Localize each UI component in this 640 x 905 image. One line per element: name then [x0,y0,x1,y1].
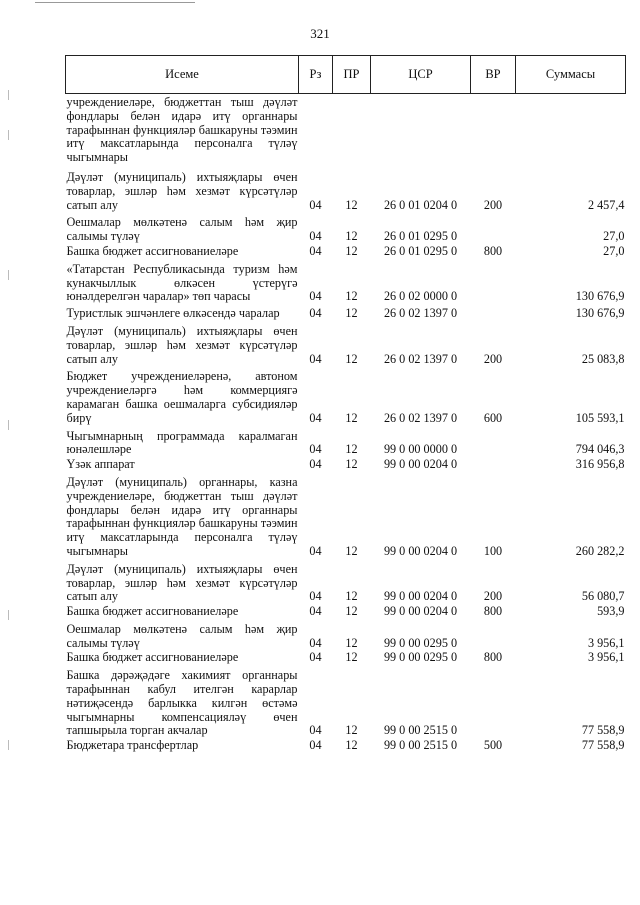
table-row [66,604,626,619]
table-row [66,259,626,304]
row-vr [471,259,516,304]
row-name: Оешмалар мөлкәтенә салым һәм җир салымы түләү [66,621,298,650]
row-vr [471,94,516,165]
row-pr: 12 [345,457,358,472]
header-pr: ПР [333,56,371,94]
row-csr: 99 0 00 0204 0 [383,457,458,472]
row-vr [471,619,516,651]
row-pr: 12 [345,650,358,665]
row-sum: 25 083,8 [581,351,625,366]
table-row [66,472,626,559]
table-row [66,94,626,165]
row-vr: 800 [483,604,503,619]
row-vr [471,212,516,244]
row-pr: 12 [345,635,358,650]
row-sum: 316 956,8 [575,457,625,472]
row-rz: 04 [309,543,322,558]
row-vr: 600 [483,410,503,425]
row-vr: 500 [483,738,503,753]
row-rz: 04 [309,229,322,244]
row-csr: 26 0 01 0295 0 [383,229,458,244]
row-pr: 12 [345,289,358,304]
row-name: Дәүләт (муниципаль) ихтыяҗлары өчен товарлар, эшләр һәм хезмәт күрсәтүләр сатып алу [66,169,298,212]
row-sum: 27,0 [603,229,625,244]
header-csr: ЦСР [371,56,471,94]
row-rz: 04 [309,306,322,321]
row-csr: 26 0 01 0204 0 [383,197,458,212]
row-name: Оешмалар мөлкәтенә салым һәм җир салымы түләү [66,215,298,244]
row-rz: 04 [309,635,322,650]
row-sum: 2 457,4 [587,197,625,212]
row-csr: 99 0 00 0204 0 [383,604,458,619]
row-pr: 12 [345,738,358,753]
row-csr: 26 0 02 1397 0 [383,351,458,366]
row-pr: 12 [345,229,358,244]
row-sum: 593,9 [597,604,625,619]
row-pr: 12 [345,197,358,212]
header-vr: ВР [471,56,516,94]
header-sum: Суммасы [516,56,626,94]
table-header-row [66,56,626,94]
row-sum: 27,0 [603,243,625,258]
row-pr: 12 [345,306,358,321]
row-pr: 12 [345,351,358,366]
row-pr: 12 [345,604,358,619]
row-name: Башка бюджет ассигнованиеләре [66,650,239,665]
row-rz: 04 [309,410,322,425]
row-name: учреждениеләре, бюджеттан тыш дәүләт фондлары белән идарә итү органнары тарафыннан функцияләр башкаруны тәэмин итү максатларында персоналга түләү чыгымнары [66,95,298,165]
row-name: Бюджет учреждениеләренә, автоном учреждениеләргә һәм коммерциягә карамаган башка оешмаларга субсидияләр бирү [66,369,298,425]
binding-marks [8,90,11,790]
row-name: «Татарстан Республикасында туризм һәм кунакчыллык өлкәсен үстерүгә юнәлдерелгән чаралар» төп чарасы [66,261,298,304]
row-rz: 04 [309,442,322,457]
row-pr: 12 [345,243,358,258]
row-vr: 200 [483,351,503,366]
table-row [66,457,626,472]
row-pr: 12 [345,410,358,425]
row-pr: 12 [345,589,358,604]
row-csr: 99 0 00 0295 0 [383,635,458,650]
row-name: Башка бюджет ассигнованиеләре [66,243,239,258]
table-row [66,165,626,212]
row-csr: 99 0 00 2515 0 [383,738,458,753]
row-rz: 04 [309,457,322,472]
row-rz: 04 [309,604,322,619]
table-row [66,212,626,244]
row-vr: 200 [483,197,503,212]
table-row [66,304,626,321]
row-name: Башка дәрәҗәдәге хакимият органнары тарафыннан кабул ителгән карарлар нәтиҗәсендә барлыкка килгән өстәмә чыгымнарны компенсацияләү өчен тапшырыла торган акчалар [66,668,298,738]
row-vr [471,426,516,458]
row-rz: 04 [309,738,322,753]
table-row [66,650,626,665]
row-rz [299,94,333,165]
row-vr [471,665,516,738]
row-sum: 77 558,9 [581,723,625,738]
row-sum: 3 956,1 [587,635,625,650]
table-row [66,665,626,738]
row-csr: 26 0 02 1397 0 [383,306,458,321]
header-name: Исеме [66,56,299,94]
row-vr [471,304,516,321]
table-row [66,738,626,753]
row-pr: 12 [345,723,358,738]
table-row [66,426,626,458]
row-name: Дәүләт (муниципаль) ихтыяҗлары өчен товарлар, эшләр һәм хезмәт күрсәтүләр сатып алу [66,561,298,604]
row-rz: 04 [309,589,322,604]
row-name: Чыгымнарның программада каралмаган юнәлешләре [66,428,298,457]
row-vr: 800 [483,243,503,258]
row-sum: 130 676,9 [575,289,625,304]
budget-table [65,55,626,753]
row-sum: 77 558,9 [581,738,625,753]
row-name: Туристлык эшчәнлеге өлкәсендә чаралар [66,306,280,321]
row-csr [371,94,471,165]
row-csr: 99 0 00 0295 0 [383,650,458,665]
row-name: Дәүләт (муниципаль) ихтыяҗлары өчен товарлар, эшләр һәм хезмәт күрсәтүләр сатып алу [66,323,298,366]
row-pr [333,94,371,165]
table-row [66,366,626,425]
row-rz: 04 [309,243,322,258]
row-pr: 12 [345,442,358,457]
row-csr: 26 0 01 0295 0 [383,243,458,258]
row-sum: 56 080,7 [581,589,625,604]
row-name: Башка бюджет ассигнованиеләре [66,604,239,619]
table-row [66,321,626,366]
header-rz: Рз [299,56,333,94]
table-row [66,619,626,651]
row-sum: 105 593,1 [575,410,625,425]
row-csr: 99 0 00 0000 0 [383,442,458,457]
row-sum [516,94,626,165]
table-row [66,559,626,604]
page-number: 321 [310,26,330,41]
row-csr: 99 0 00 2515 0 [383,723,458,738]
row-csr: 26 0 02 0000 0 [383,289,458,304]
row-rz: 04 [309,650,322,665]
row-sum: 3 956,1 [587,650,625,665]
row-rz: 04 [309,289,322,304]
row-csr: 99 0 00 0204 0 [383,589,458,604]
row-name: Бюджетара трансфертлар [66,738,199,753]
row-sum: 260 282,2 [575,543,625,558]
top-rule [35,2,195,3]
row-name: Үзәк аппарат [66,457,135,472]
row-csr: 99 0 00 0204 0 [383,543,458,558]
row-rz: 04 [309,197,322,212]
row-vr: 800 [483,650,503,665]
row-vr: 200 [483,589,503,604]
row-pr: 12 [345,543,358,558]
row-csr: 26 0 02 1397 0 [383,410,458,425]
row-vr: 100 [483,543,503,558]
row-vr [471,457,516,472]
row-name: Дәүләт (муниципаль) органнары, казна учреждениеләре, бюджеттан тыш дәүләт фондлары белән идарә итү органнары тарафыннан функцияләр башкаруны тәэмин итү максатларында персоналга түләү чыгымнары [66,474,298,558]
row-rz: 04 [309,351,322,366]
row-sum: 130 676,9 [575,306,625,321]
row-sum: 794 046,3 [575,442,625,457]
row-rz: 04 [309,723,322,738]
table-row [66,244,626,259]
